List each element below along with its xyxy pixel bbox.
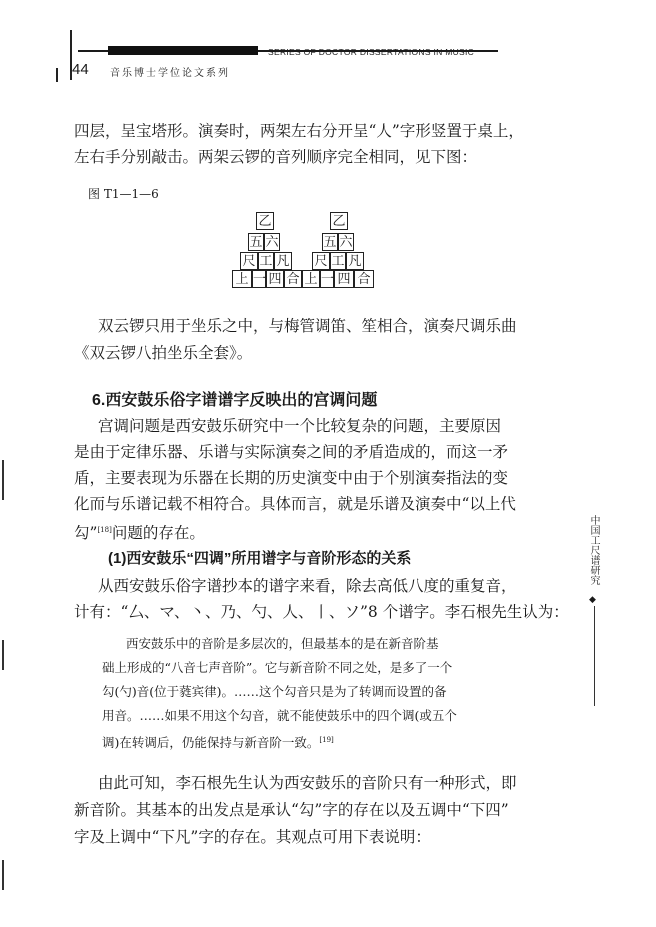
diamond-icon: ◆ [589, 595, 596, 605]
subheading: (1)西安鼓乐“四调”所用谱字与音阶形态的关系 [108, 550, 412, 567]
note-box: 工 [259, 254, 273, 269]
paragraph-line: 四层，呈宝塔形。演奏时，两架左右分开呈“人”字形竖置于桌上， [74, 122, 524, 140]
note-box: 合 [284, 270, 302, 288]
scan-edge-mark [2, 640, 4, 670]
note-box: 上 [302, 270, 320, 288]
quote-text: 调)在转调后，仍能保持与新音阶一致。 [102, 735, 320, 751]
paragraph-line: 字及上调中“下凡”字的存在。其观点可用下表说明： [74, 828, 431, 846]
quote-line: 西安鼓乐中的音阶是多层次的，但最基本的是在新音阶基 [126, 636, 439, 651]
note-box: 凡 [274, 252, 292, 270]
paragraph-line: 《双云锣八拍坐乐全套》。 [74, 344, 253, 362]
note-box: 一 [321, 272, 335, 287]
note-box: 尺 [240, 252, 258, 270]
paragraph-text: 勾” [74, 524, 98, 543]
quote-line: 用音。……如果不用这个勾音，就不能使鼓乐中的四个调(或五个 [102, 708, 457, 723]
note-box: 四 [334, 270, 354, 288]
paragraph-line: 化而与乐谱记载不相符合。具体而言，就是乐谱及演奏中“以上代 [74, 495, 516, 513]
paragraph-line: 计有：“厶、マ、丶、乃、勺、人、丨、ソ”8 个谱字。李石根先生认为： [74, 603, 569, 621]
quote-line: 础上形成的“八音七声音阶”。它与新音阶不同之处，是多了一个 [102, 660, 453, 675]
paragraph-text: 问题的存在。 [111, 524, 205, 543]
note-box: 六 [339, 235, 353, 250]
header-black-bar [108, 46, 258, 55]
section-heading: 6.西安鼓乐俗字谱谱字反映出的宫调问题 [92, 392, 378, 409]
note-box: 六 [265, 235, 279, 250]
note-box: 四 [266, 270, 284, 288]
page-number: 44 [72, 61, 89, 78]
note-box: 尺 [312, 252, 330, 270]
note-box: 工 [331, 254, 345, 269]
paragraph-line: 由此可知，李石根先生认为西安鼓乐的音阶只有一种形式，即 [98, 774, 517, 792]
quote-line [102, 728, 562, 755]
quote-line: 勾(勺)音(位于蕤宾律)。……这个勾音只是为了转调而设置的备 [102, 684, 447, 699]
note-box: 乙 [330, 212, 348, 230]
note-box: 一 [253, 272, 267, 287]
paragraph-line [74, 517, 574, 546]
paragraph-line: 从西安鼓乐俗字谱抄本的谱字来看，除去高低八度的重复音， [98, 577, 517, 595]
note-box: 五 [323, 235, 337, 250]
footnote-ref: [18] [97, 526, 112, 534]
paragraph-line: 左右手分别敲击。两架云锣的音列顺序完全相同，见下图： [74, 148, 478, 166]
paragraph-line: 宫调问题是西安鼓乐研究中一个比较复杂的问题，主要原因 [98, 417, 502, 435]
left-rule-short [56, 68, 58, 82]
header-series-cn: 音乐博士学位论文系列 [110, 68, 230, 79]
paragraph-line: 盾，主要表现为乐器在长期的历史演变中由于个别演奏指法的变 [74, 469, 509, 487]
side-rule [594, 606, 595, 706]
header-series-en: SERIES OF DOCTOR DISSERTATIONS IN MUSIC [268, 47, 475, 57]
paragraph-line: 新音阶。其基本的出发点是承认“勾”字的存在以及五调中“下四” [74, 801, 509, 819]
figure-label: 图 T1—1—6 [88, 187, 159, 201]
paragraph-line: 双云锣只用于坐乐之中，与梅管调笛、笙相合，演奏尺调乐曲 [98, 317, 517, 335]
note-box: 五 [249, 235, 263, 250]
note-box: 凡 [346, 252, 364, 270]
note-box: 合 [354, 270, 374, 288]
scan-edge-mark [2, 860, 4, 890]
note-box: 乙 [256, 212, 274, 230]
note-box: 上 [232, 270, 252, 288]
yunluo-notation-figure [226, 212, 386, 292]
side-running-title: 中国工尺谱研究 [588, 515, 599, 585]
scan-edge-mark [2, 460, 4, 500]
paragraph-line: 是由于定律乐器、乐谱与实际演奏之间的矛盾造成的，而这一矛 [74, 443, 509, 461]
footnote-ref: [19] [319, 736, 334, 744]
